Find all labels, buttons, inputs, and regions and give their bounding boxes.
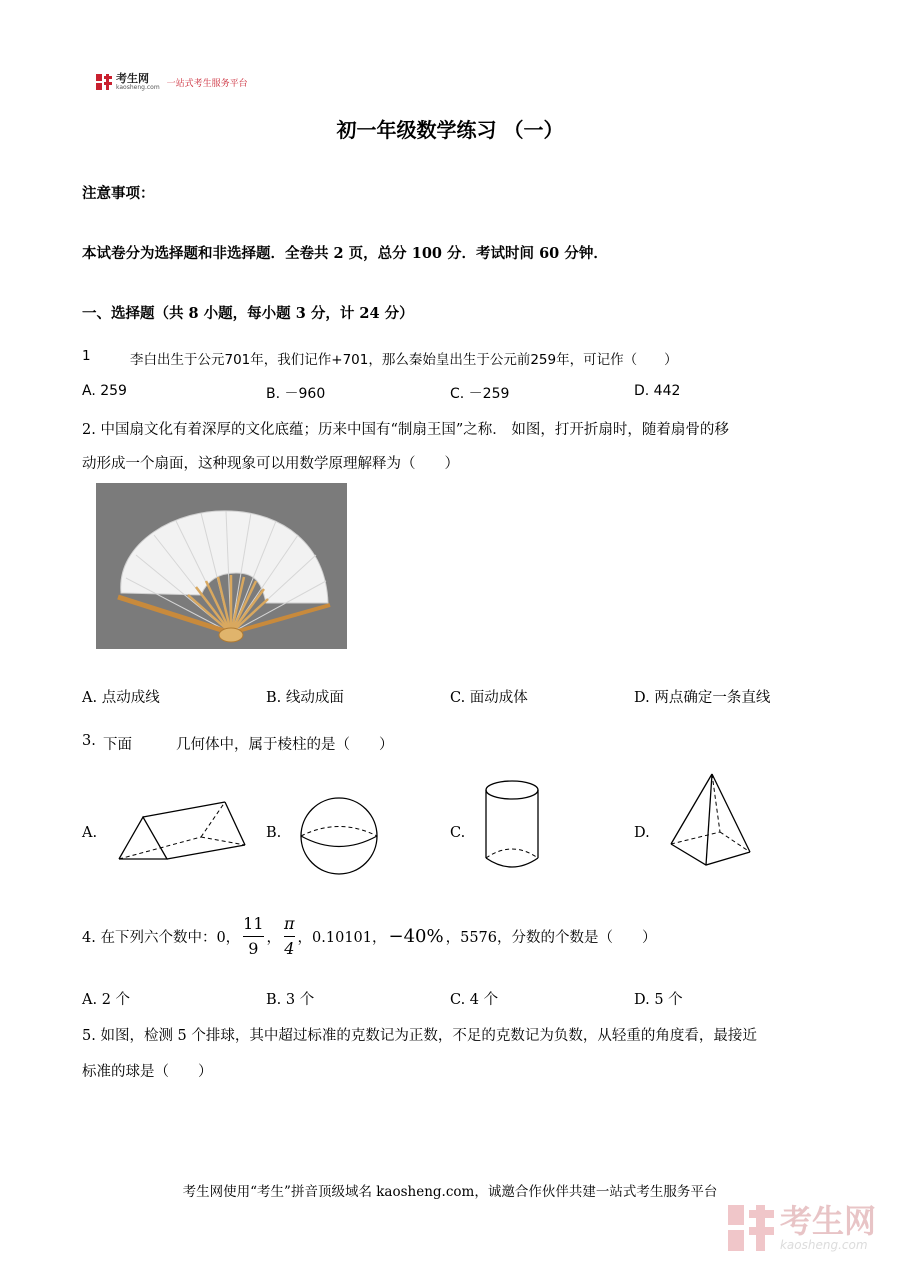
q4-option-d: D. 5 个	[634, 992, 683, 1008]
q2-text-line1: 2. 中国扇文化有着深厚的文化底蕴；历来中国有“制扇王国”之称． 如图，打开折扇时，随着扇骨的移	[82, 422, 729, 438]
logo-name: 考生网	[116, 72, 149, 85]
q1-option-c: C. －259	[450, 386, 510, 402]
q4-option-b: B. 3 个	[266, 992, 315, 1008]
notice-heading: 注意事项：	[82, 185, 155, 202]
q4-line	[82, 901, 657, 971]
fraction-bar	[284, 936, 295, 937]
q3-number: 3.	[82, 733, 96, 749]
fraction-pi-4	[284, 914, 295, 959]
q3-label-c: C.	[450, 825, 466, 841]
watermark-logo	[728, 1202, 876, 1252]
fraction-bar	[243, 936, 263, 937]
fraction-denominator: 9	[248, 938, 259, 958]
watermark-icon	[728, 1205, 774, 1251]
q1-option-d: D. 442	[634, 383, 681, 399]
q3-text-part2: 几何体中，属于棱柱的是（ ）	[176, 737, 394, 753]
q4-separator: ，	[266, 929, 282, 946]
q3-label-a: A.	[82, 825, 98, 841]
triangular-prism-figure	[115, 797, 250, 873]
q4-middle: ，0.10101，	[297, 929, 387, 946]
notice-text: 本试卷分为选择题和非选择题．全卷共 2 页，总分 100 分．考试时间 60 分钟．	[82, 245, 608, 262]
q4-suffix: ，5576，分数的个数是（ ）	[445, 929, 657, 946]
watermark-domain: kaosheng.com	[779, 1238, 868, 1252]
q3-label-d: D.	[634, 825, 650, 841]
page-footer: 考生网使用“考生”拼音顶级域名 kaosheng.com，诚邀合作伙伴共建一站式考生服务平台	[182, 1184, 718, 1200]
q1-text: 李白出生于公元701年，我们记作+701，那么秦始皇出生于公元前259年，可记作（ ）	[130, 352, 678, 368]
q4-percent: −40%	[388, 925, 444, 947]
sphere-figure	[298, 795, 380, 881]
fraction-numerator: π	[284, 913, 295, 933]
q2-option-b: B. 线动成面	[266, 690, 344, 706]
q2-text-line2: 动形成一个扇面，这种现象可以用数学原理解释为（ ）	[82, 456, 459, 472]
q3-text-part1: 下面	[103, 737, 132, 753]
logo-domain: kaosheng.com	[116, 84, 160, 91]
q3-label-b: B.	[266, 825, 282, 841]
fraction-denominator: 4	[284, 938, 295, 958]
q5-text-line1: 5. 如图，检测 5 个排球，其中超过标准的克数记为正数，不足的克数记为负数，从轻重的角度看，最接近	[82, 1028, 757, 1044]
logo-slogan: 一站式考生服务平台	[166, 78, 248, 89]
q1-option-a: A. 259	[82, 383, 127, 399]
fraction-numerator: 11	[243, 913, 264, 933]
q1-option-b: B. －960	[266, 386, 326, 402]
q1-number: 1	[82, 348, 91, 364]
q2-option-d: D. 两点确定一条直线	[634, 690, 771, 706]
q2-option-c: C. 面动成体	[450, 690, 528, 706]
header-logo	[96, 73, 248, 91]
q2-option-a: A. 点动成线	[82, 690, 160, 706]
q4-option-c: C. 4 个	[450, 992, 499, 1008]
cylinder-figure	[483, 778, 543, 876]
watermark-name: 考生网	[779, 1202, 876, 1240]
q4-option-a: A. 2 个	[82, 992, 131, 1008]
q5-text-line2: 标准的球是（ ）	[82, 1064, 213, 1080]
folding-fan-figure	[96, 483, 347, 649]
section-heading: 一、选择题（共 8 小题，每小题 3 分，计 24 分）	[82, 305, 414, 322]
pyramid-figure	[668, 770, 754, 874]
kaosheng-logo-icon	[96, 74, 112, 90]
page-title: 初一年级数学练习 （一）	[336, 118, 564, 142]
fraction-11-9	[243, 914, 263, 959]
q4-prefix: 4. 在下列六个数中：0，	[82, 929, 241, 946]
